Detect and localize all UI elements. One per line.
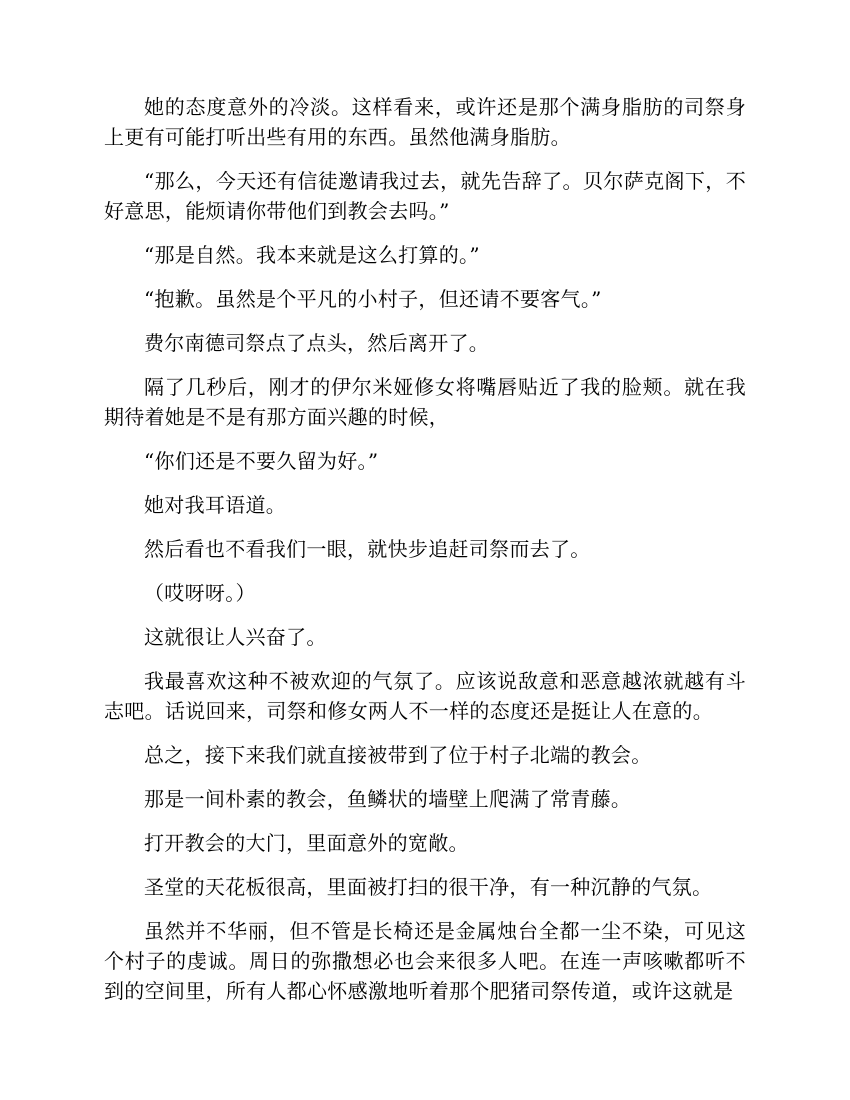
paragraph: 费尔南德司祭点了点头，然后离开了。 (144, 331, 490, 355)
paragraph: 这就很让人兴奋了。 (144, 625, 327, 649)
paragraph: 然后看也不看我们一眼，就快步追赶司祭而去了。 (144, 537, 591, 561)
document-page (104, 92, 746, 1020)
paragraph: 打开教会的大门，里面意外的宽敞。 (144, 831, 469, 855)
paragraph: （哎呀呀。） (144, 581, 256, 605)
paragraph: 隔了几秒后，刚才的伊尔米娅修女将嘴唇贴近了我的脸颊。就在我期待着她是不是有那方面兴趣的时候， (104, 375, 746, 429)
paragraph: 圣堂的天花板很高，里面被打扫的很干净，有一种沉静的气氛。 (144, 875, 713, 899)
paragraph: “你们还是不要久留为好。” (144, 449, 379, 473)
paragraph: 虽然并不华丽，但不管是长椅还是金属烛台全都一尘不染，可见这个村子的虔诚。周日的弥撒想必也会来很多人吧。在连一声咳嗽都听不到的空间里，所有人都心怀感激地听着那个肥猪司祭传道，或许这就是 (104, 919, 746, 1003)
paragraph: 总之，接下来我们就直接被带到了位于村子北端的教会。 (144, 743, 652, 767)
paragraph: “那么，今天还有信徒邀请我过去，就先告辞了。贝尔萨克阁下，不好意思，能烦请你带他们到教会去吗。” (104, 169, 746, 223)
paragraph: 她的态度意外的冷淡。这样看来，或许还是那个满身脂肪的司祭身上更有可能打听出些有用的东西。虽然他满身脂肪。 (104, 95, 746, 149)
paragraph: “那是自然。我本来就是这么打算的。” (144, 243, 480, 267)
paragraph: 那是一间朴素的教会，鱼鳞状的墙壁上爬满了常青藤。 (144, 787, 632, 811)
paragraph: 她对我耳语道。 (144, 493, 287, 517)
paragraph: “抱歉。虽然是个平凡的小村子，但还请不要客气。” (144, 287, 602, 311)
paragraph: 我最喜欢这种不被欢迎的气氛了。应该说敌意和恶意越浓就越有斗志吧。话说回来，司祭和修女两人不一样的态度还是挺让人在意的。 (104, 669, 746, 723)
